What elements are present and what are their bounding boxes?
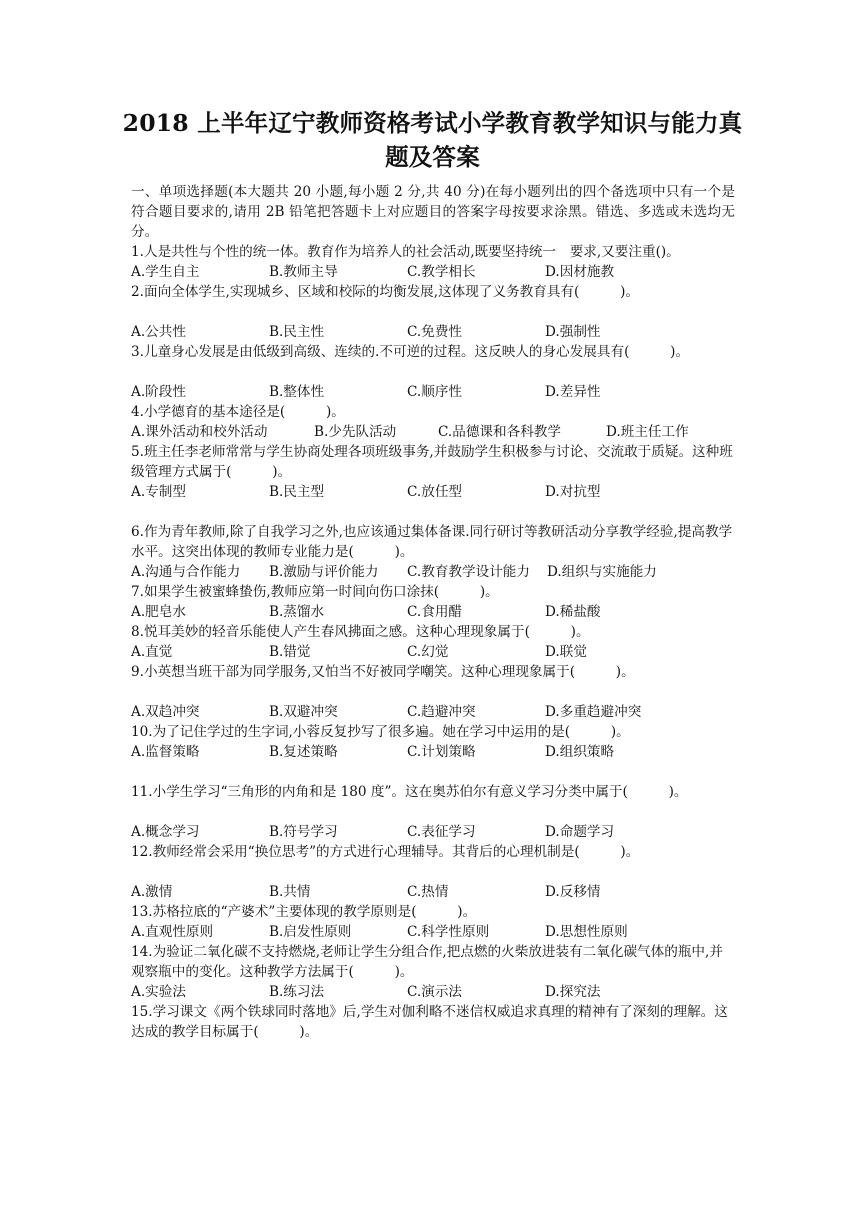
- title-line-2: 题及答案: [385, 143, 480, 171]
- option-d: D.强制性: [545, 324, 601, 340]
- question-9-options: [131, 702, 735, 722]
- section-intro: 一、单项选择题(本大题共 20 小题,每小题 2 分,共 40 分)在每小题列出的四个备选项中只有一个是符合题目要求的,请用 2B 铅笔把答题卡上对应题目的答案字母按要求涂黑。错选、多选或未选均无分。: [131, 184, 735, 240]
- question-5-options: [131, 482, 735, 502]
- option-b: B.教师主导: [269, 264, 338, 280]
- option-c: C.放任型: [407, 484, 463, 500]
- question-9-stem: 9.小英想当班干部为同学服务,又怕当不好被同学嘲笑。这种心理现象属于( )。: [131, 664, 635, 680]
- blank-line: [131, 302, 735, 322]
- option-c: C.食用醋: [407, 604, 463, 620]
- question-11-stem: 11.小学生学习“三角形的内角和是 180 度”。这在奥苏伯尔有意义学习分类中属于( )。: [131, 784, 688, 800]
- option-c: C.品德课和各科教学: [438, 424, 561, 440]
- option-d: D.因材施教: [545, 264, 615, 280]
- option-b: B.少先队活动: [314, 424, 397, 440]
- blank-line: [131, 802, 735, 822]
- option-a: A.学生自主: [131, 264, 200, 280]
- question-13-stem: 13.苏格拉底的“产婆术”主要体现的教学原则是( )。: [131, 904, 477, 920]
- option-a: A.专制型: [131, 484, 186, 500]
- question-14-stem: 14.为验证二氧化碳不支持燃烧,老师让学生分组合作,把点燃的火柴放进装有二氧化碳气体的瓶中,并观察瓶中的变化。这种教学方法属于( )。: [131, 944, 723, 980]
- option-a: A.概念学习: [131, 824, 200, 840]
- question-1-stem: 1.人是共性与个性的统一体。教育作为培养人的社会活动,既要坚持统一 要求,又要注重()。: [131, 244, 680, 260]
- question-2-options: [131, 322, 735, 342]
- option-b: B.启发性原则: [269, 924, 352, 940]
- question-14-options: [131, 982, 735, 1002]
- page-title: [120, 106, 745, 174]
- option-d: D.思想性原则: [545, 924, 628, 940]
- question-10-options: [131, 742, 735, 762]
- option-d: D.探究法: [545, 984, 601, 1000]
- option-c: C.幻觉: [407, 644, 449, 660]
- question-content: [131, 182, 735, 1042]
- title-line-1: 2018 上半年辽宁教师资格考试小学教育教学知识与能力真: [122, 109, 743, 137]
- question-12-stem: 12.教师经常会采用“换位思考”的方式进行心理辅导。其背后的心理机制是( )。: [131, 844, 640, 860]
- option-d: D.组织与实施能力: [547, 564, 657, 580]
- question-7-stem: 7.如果学生被蜜蜂蛰伤,教师应第一时间向伤口涂抹( )。: [131, 584, 499, 600]
- option-a: A.激情: [131, 884, 173, 900]
- blank-line: [131, 682, 735, 702]
- option-a: A.直观性原则: [131, 924, 214, 940]
- option-c: C.计划策略: [407, 744, 476, 760]
- option-d: D.差异性: [545, 384, 601, 400]
- option-c: C.表征学习: [407, 824, 476, 840]
- option-c: C.热情: [407, 884, 449, 900]
- question-12-options: [131, 882, 735, 902]
- blank-line: [131, 502, 735, 522]
- option-c: C.趋避冲突: [407, 704, 476, 720]
- option-a: A.阶段性: [131, 384, 186, 400]
- question-6-options: [131, 562, 735, 582]
- blank-line: [131, 862, 735, 882]
- option-b: B.练习法: [269, 984, 325, 1000]
- question-15-stem: 15.学习课文《两个铁球同时落地》后,学生对伽利略不迷信权威追求真理的精神有了深刻的理解。这达成的教学目标属于( )。: [131, 1004, 728, 1040]
- option-b: B.复述策略: [269, 744, 338, 760]
- option-b: B.共情: [269, 884, 311, 900]
- option-b: B.双避冲突: [269, 704, 338, 720]
- question-3-stem: 3.儿童身心发展是由低级到高级、连续的.不可逆的过程。这反映人的身心发展具有( )。: [131, 344, 690, 360]
- question-3-options: [131, 382, 735, 402]
- option-d: D.联觉: [545, 644, 587, 660]
- option-b: B.错觉: [269, 644, 311, 660]
- option-a: A.双趋冲突: [131, 704, 200, 720]
- option-c: C.教学相长: [407, 264, 476, 280]
- option-a: A.肥皂水: [131, 604, 186, 620]
- question-8-stem: 8.悦耳美妙的轻音乐能使人产生春风拂面之感。这种心理现象属于( )。: [131, 624, 590, 640]
- blank-line: [131, 762, 735, 782]
- option-c: C.顺序性: [407, 384, 463, 400]
- question-6-stem: 6.作为青年教师,除了自我学习之外,也应该通过集体备课.同行研讨等教研活动分享教学经验,提高教学水平。这突出体现的教师专业能力是( )。: [131, 524, 733, 560]
- question-1-options: [131, 262, 735, 282]
- option-c: C.免费性: [407, 324, 463, 340]
- question-2-stem: 2.面向全体学生,实现城乡、区域和校际的均衡发展,这体现了义务教育具有( )。: [131, 284, 639, 300]
- option-b: B.激励与评价能力: [269, 564, 379, 580]
- option-d: D.组织策略: [545, 744, 615, 760]
- option-a: A.课外活动和校外活动: [131, 424, 268, 440]
- option-a: A.监督策略: [131, 744, 200, 760]
- question-10-stem: 10.为了记住学过的生字词,小蓉反复抄写了很多遍。她在学习中运用的是( )。: [131, 724, 630, 740]
- option-d: D.稀盐酸: [545, 604, 601, 620]
- option-d: D.命题学习: [545, 824, 615, 840]
- option-d: D.多重趋避冲突: [545, 704, 642, 720]
- option-d: D.对抗型: [545, 484, 601, 500]
- option-a: A.公共性: [131, 324, 186, 340]
- question-11-options: [131, 822, 735, 842]
- question-4-options: [131, 422, 735, 442]
- question-8-options: [131, 642, 735, 662]
- option-b: B.民主性: [269, 324, 325, 340]
- question-5-stem: 5.班主任李老师常常与学生协商处理各项班级事务,并鼓励学生积极参与讨论、交流敢于质疑。这种班级管理方式属于( )。: [131, 444, 733, 480]
- option-b: B.民主型: [269, 484, 325, 500]
- option-d: D.班主任工作: [606, 424, 689, 440]
- question-7-options: [131, 602, 735, 622]
- option-b: B.蒸馏水: [269, 604, 325, 620]
- question-13-options: [131, 922, 735, 942]
- option-c: C.教育教学设计能力: [407, 564, 530, 580]
- option-b: B.整体性: [269, 384, 325, 400]
- option-a: A.沟通与合作能力: [131, 564, 241, 580]
- option-c: C.演示法: [407, 984, 463, 1000]
- option-a: A.实验法: [131, 984, 186, 1000]
- option-b: B.符号学习: [269, 824, 338, 840]
- blank-line: [131, 362, 735, 382]
- option-a: A.直觉: [131, 644, 173, 660]
- question-4-stem: 4.小学德育的基本途径是( )。: [131, 404, 345, 420]
- option-c: C.科学性原则: [407, 924, 490, 940]
- option-d: D.反移情: [545, 884, 601, 900]
